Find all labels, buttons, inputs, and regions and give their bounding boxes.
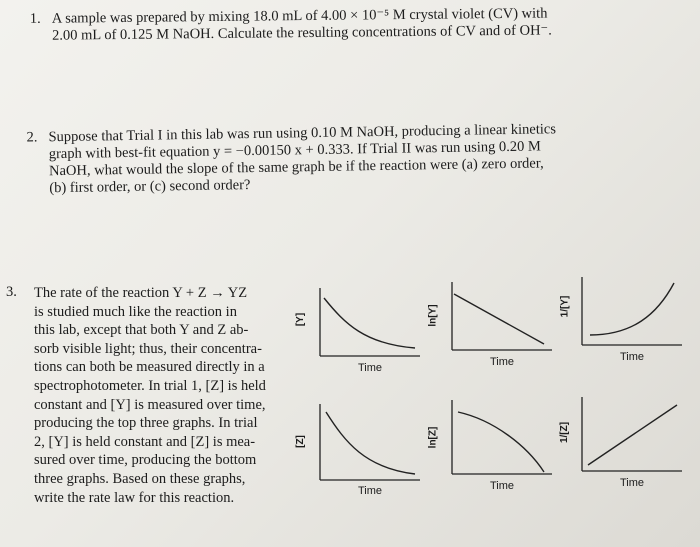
graph-z-vs-time-xlabel: Time bbox=[358, 485, 383, 497]
question-2-line-3: NaOH, what would the slope of the same graph be if the reaction were (a) zero order, bbox=[48, 155, 544, 180]
graph-inv-y-vs-time-xlabel: Time bbox=[620, 351, 645, 363]
graph-lnz-vs-time-curve bbox=[458, 412, 544, 472]
question-1-line-1: A sample was prepared by mixing 18.0 mL of 4.00 × 10⁻⁵ M crystal violet (CV) with bbox=[51, 5, 548, 27]
graph-y-vs-time bbox=[295, 286, 425, 376]
question-3-line-12: write the rate law for this reaction. bbox=[34, 489, 235, 506]
graph-lny-vs-time-xlabel: Time bbox=[490, 356, 515, 368]
question-2-number: 2. bbox=[26, 129, 38, 146]
question-3-line-4: sorb visible light; thus, their concentra- bbox=[34, 340, 262, 357]
question-1 bbox=[30, 5, 590, 51]
graph-lnz-vs-time bbox=[427, 398, 557, 498]
graph-lny-vs-time-line bbox=[454, 294, 544, 344]
graph-lnz-vs-time-xlabel: Time bbox=[490, 480, 515, 492]
question-3-line-7: constant and [Y] is measured over time, bbox=[34, 396, 266, 413]
graph-inv-z-vs-time-ylabel: 1/[Z] bbox=[559, 421, 571, 444]
graph-lny-vs-time bbox=[427, 280, 557, 370]
graph-y-vs-time-curve bbox=[324, 298, 415, 348]
question-3-number: 3. bbox=[6, 284, 17, 300]
question-1-number: 1. bbox=[29, 10, 41, 27]
graph-inv-y-vs-time-ylabel: 1/[Y] bbox=[559, 295, 571, 318]
question-3-line-8: producing the top three graphs. In trial bbox=[34, 415, 258, 432]
question-2 bbox=[26, 120, 607, 209]
question-3 bbox=[6, 284, 306, 524]
graph-inv-y-vs-time-curve bbox=[590, 283, 674, 335]
question-3-line-6: spectrophotometer. In trial 1, [Z] is held bbox=[34, 377, 266, 394]
question-3-line-11: three graphs. Based on these graphs, bbox=[34, 470, 246, 487]
question-2-line-1: Suppose that Trial I in this lab was run using 0.10 M NaOH, producing a linear kinetics bbox=[48, 121, 557, 146]
graph-y-vs-time-ylabel: [Y] bbox=[295, 312, 307, 327]
graph-lny-vs-time-ylabel: ln[Y] bbox=[427, 304, 439, 327]
question-3-line-1: The rate of the reaction Y + Z → YZ bbox=[34, 285, 248, 301]
graph-inv-z-vs-time bbox=[559, 395, 687, 495]
question-3-line-5: tions can both be measured directly in a bbox=[34, 359, 265, 376]
graph-z-vs-time-ylabel: [Z] bbox=[294, 435, 306, 448]
question-3-line-2: is studied much like the reaction in bbox=[34, 303, 237, 320]
graph-inv-z-vs-time-line bbox=[588, 405, 677, 465]
graph-z-vs-time bbox=[294, 402, 425, 502]
question-2-line-4: (b) first order, or (c) second order? bbox=[49, 177, 251, 197]
graph-inv-z-vs-time-xlabel: Time bbox=[620, 477, 645, 489]
question-3-line-10: sured over time, producing the bottom bbox=[34, 452, 257, 469]
question-3-line-3: this lab, except that both Y and Z ab- bbox=[34, 322, 249, 339]
question-1-line-2: 2.00 mL of 0.125 M NaOH. Calculate the resulting concentrations of CV and of OH⁻. bbox=[51, 22, 552, 44]
question-2-line-2: graph with best-fit equation y = −0.00150 x + 0.333. If Trial II was run using 0.20 M bbox=[48, 138, 541, 163]
graph-y-vs-time-xlabel: Time bbox=[358, 362, 383, 374]
question-3-line-9: 2, [Y] is held constant and [Z] is mea- bbox=[34, 433, 256, 450]
graph-lnz-vs-time-ylabel: ln[Z] bbox=[427, 426, 439, 449]
graph-z-vs-time-curve bbox=[326, 412, 415, 474]
graph-inv-y-vs-time bbox=[559, 275, 687, 365]
